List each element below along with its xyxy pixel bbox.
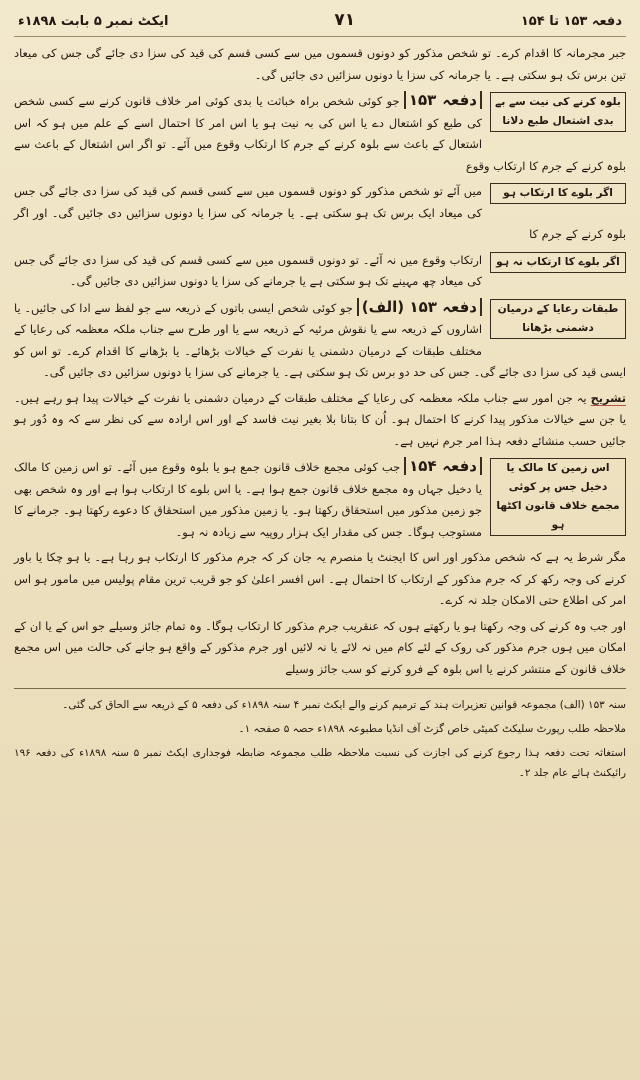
section-153a-number: دفعہ ۱۵۳ (الف)	[357, 298, 482, 316]
section-153a-side-heading: طبقات رعایا کے درمیان دشمنی بڑھانا	[490, 299, 626, 339]
footnote-1: سنہ ۱۵۳ (الف) مجموعہ قوانین تعزیرات ہند کے ترمیم کرنے والے ایکٹ نمبر ۴ سنہ ۱۸۹۸ء کی دفعہ ۵ کے ذریعہ سے الحاق کی گئی۔	[62, 699, 626, 711]
section-154-number: دفعہ ۱۵۴	[404, 457, 482, 475]
section-153a	[14, 297, 626, 384]
section-154-side-heading	[490, 458, 626, 536]
footnote-2: ملاحظہ طلب رپورٹ سلیکٹ کمیٹی خاص گزٹ آف انڈیا مطبوعہ ۱۸۹۸ء حصہ ۵ صفحہ ۱۔	[238, 723, 626, 735]
section-153-side-heading: بلوہ کرنے کی نیت سے بے بدی اشتعال طبع دلانا	[490, 92, 626, 132]
section-153a-text: جو کوئی شخص ایسی باتوں کے ذریعہ سے جو لفظ سے ادا کی جائیں۔ یا اشاروں کے ذریعہ سے یا نقوش مرئیہ کے ذریعہ سے یا اور طرح سے جناب ملکہ معظمہ کی رعایا کے مختلف طبقات کے درمیان دشمنی یا نفرت کے خیالات بڑھائے۔ یا بڑھانے کا اقدام کرے۔ تو اس کو ایسی قید کی سزا دی جائے گی۔ جس کی حد دو برس تک ہو سکتی ہے۔ یا جرمانے کی سزا یا دونوں سزائیں دی جائیں گی۔	[14, 300, 626, 379]
explanation-term: تشریح	[590, 390, 627, 405]
section-153-text: جو کوئی شخص براہ خباثت یا بدی کوئی امر خلاف قانون کرنے سے کسی شخص کی طبع کو اشتعال دے یا اس کی بہ نیت ہو یا اس امر کا احتمال اسے کے علم میں ہو کہ اس اشتعال کے باعث سے بلوہ کرنے کے جرم کا ارتکاب وقوع میں آئے۔ تو اگر اس اشتعال کے باعث سے بلوہ کرنے کے جرم کا ارتکاب وقوع	[14, 94, 626, 173]
page-number: ۷۱	[334, 10, 356, 30]
riot-committed-side-heading: اگر بلوے کا ارتکاب ہو	[490, 183, 626, 204]
section-154-text: جب کوئی مجمع خلاف قانون جمع ہو یا بلوہ وقوع میں آئے۔ تو اس زمین کا مالک یا دخیل جہاں وہ مجمع خلاف قانون جمع ہوا ہے۔ یا اس بلوے کا ارتکاب ہوا ہے اور وہ شخص بھی جو زمین مذکور میں استحقاق رکھتا ہو۔ یا زمین مذکور میں استحقاق کا دعوے رکھتا ہو۔ جرمانے کا مستوجب ہوگا۔ جس کی مقدار ایک ہزار روپیہ سے زیادہ نہ ہو۔	[14, 460, 482, 539]
explanation-text: یہ جن امور سے جناب ملکہ معظمہ کی رعایا کے مختلف طبقات کے درمیان دشمنی یا نفرت کے خیالات پیدا ہو رہے ہیں۔ یا جن سے خیالات مذکور پیدا کرنے کا احتمال ہو۔ اُن کا بتانا بلا بغیر نیت فاسد کے اور اس ارادہ سے کی نظر سے کہ وہ دُور ہو جائیں حسب منشائے دفعہ ہذا امر جرم نہیں ہے۔	[14, 390, 626, 448]
riot-not-committed-text: ارتکاب وقوع میں نہ آئے۔ تو دونوں قسموں میں سے کسی قسم کی قید کی سزا دی جائے گی جس کی میعاد چھ مہینے تک ہو سکتی ہے یا جرمانے کی سزا یا دونوں سزائیں دی جائیں گی۔	[14, 252, 482, 288]
riot-not-committed	[14, 250, 626, 293]
section-154-side-title: کوئی مجمع خلاف قانون اکٹھا ہو	[496, 481, 620, 531]
footnote-divider	[14, 688, 626, 689]
footnote-3: استغاثہ تحت دفعہ ہذا رجوع کرنے کی اجازت کی نسبت ملاحظہ طلب مجموعہ ضابطہ فوجداری ایکٹ نمبر ۵ سنہ ۱۸۹۸ء کی دفعہ ۱۹۶ رائیکنٹ ہائے عام جلد ۲۔	[14, 747, 626, 779]
header-act-reference: ایکٹ نمبر ۵ بابت ۱۸۹۸ء	[18, 14, 169, 29]
proviso-paragraph: مگر شرط یہ ہے کہ شخص مذکور اور اس کا ایجنٹ یا منصرم یہ جان کر کہ جرم مذکور کا ارتکاب ہو رہا ہے۔ یا ہو چکا یا باور کرنے کی وجہ رکھ کر کہ جرم مذکور کے ارتکاب کا احتمال ہے۔ اس افسر اعلیٰ کو جو قریب ترین مقام پولیس میں مامور ہو اس امر کی اطلاع حتی الامکان جلد نہ کرے۔	[14, 550, 626, 607]
section-154-side-lead: اس زمین کا مالک یا دخیل جس پر	[506, 462, 610, 493]
running-header	[14, 8, 626, 37]
footnotes	[14, 695, 626, 783]
section-153	[14, 90, 626, 177]
page-body	[14, 37, 626, 680]
paragraph-continuation: جبر مجرمانہ کا اقدام کرے۔ تو شخص مذکور کو دونوں قسموں میں سے کسی قسم کی قید کی سزا دی جائے گی جس کی میعاد تین برس تک ہو سکتی ہے۔ یا جرمانہ کی سزا یا دونوں سزائیں دی جائیں گی۔	[14, 46, 626, 82]
header-section-range: دفعہ ۱۵۳ تا ۱۵۴	[520, 14, 622, 29]
section-154	[14, 456, 626, 543]
section-153-number: دفعہ ۱۵۳	[404, 91, 482, 109]
riot-committed	[14, 181, 626, 246]
explanation	[14, 388, 626, 453]
riot-committed-text: میں آئے تو شخص مذکور کو دونوں قسموں میں سے کسی قسم کی قید کی سزا دی جائے گی جس کی میعاد ایک برس تک ہو سکتی ہے۔ یا جرمانہ کی سزا یا دونوں سزائیں دی جائیں گی۔ اور اگر بلوہ کرنے کے جرم کا	[14, 184, 626, 241]
riot-not-committed-side-heading: اگر بلوے کا ارتکاب نہ ہو	[490, 252, 626, 273]
final-paragraph: اور جب وہ کرنے کی وجہ رکھتا ہو یا رکھتے ہوں کہ عنقریب جرم مذکور کا ارتکاب ہوگا۔ وہ تمام جائز وسیلے جو اس کے یا ان کے امکان میں ہوں جرم مذکور کی روک کے لئے کام میں نہ لائے یا نہ لائیں اور جرم مذکور کے واقع ہو جانے کی حالت میں اس مجمع خلاف قانون کے منتشر کرنے یا اس بلوہ کے فرو کرنے کو سب جائز وسیلے	[14, 618, 626, 676]
